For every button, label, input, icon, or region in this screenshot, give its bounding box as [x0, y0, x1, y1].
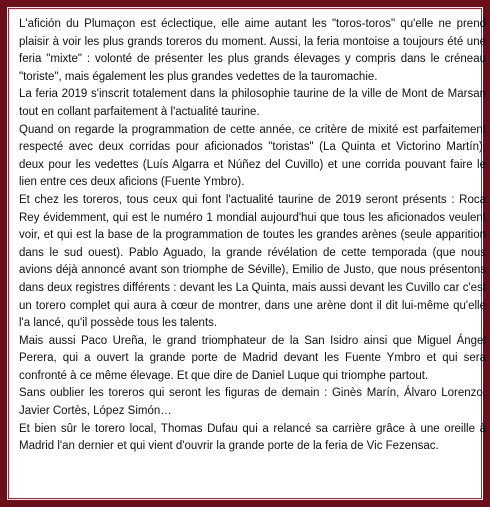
article-body [19, 16, 486, 456]
paragraph-intro: L'afición du Plumaçon est éclectique, elle aime autant les "toros-toros" qu'elle ne prend plaisir à voir les plus grands toreros du moment. Aussi, la feria montoise a toujours été une feria "mixte" : volonté de présenter les plus grands élevages y compris dans le créneau "toriste", mais également les plus grandes vedettes de la tauromachie. [19, 18, 486, 83]
paragraph-feria-2019: La feria 2019 s'inscrit totalement dans la philosophie taurine de la ville de Mont de Marsan tout en collant parfaitement à l'actualité taurine. [19, 88, 486, 118]
paragraph-toreros: Et chez les toreros, tous ceux qui font l'actualité taurine de 2019 seront présents : Roca Rey évidemment, qui est le numéro 1 mondial aujourd'hui que tous les aficionados veulent voir, et qui est la base de la programmation de toutes les grandes arènes (seule apparition dans le sud ouest). Pablo Aguado, la grande révélation de cette temporada (que nous avions déjà annoncé avant son triomphe de Séville), Emilio de Justo, que nous présentons dans deux registres différents : devant les La Quinta, mais aussi devant les Cuvillo car c'est un torero complet qui aura à cœur de montrer, dans une arène dont il dit lui-même qu'elle l'a lancé, qu'il possède tous les talents. [19, 193, 486, 330]
paragraph-dufau: Et bien sûr le torero local, Thomas Dufau qui a relancé sa carrière grâce à une oreille à Madrid l'an dernier et qui vient d'ouvrir la grande porte de la feria de Vic Fezensac. [19, 422, 486, 453]
paragraph-programmation: Quand on regarde la programmation de cette année, ce critère de mixité est parfaitement respecté avec deux corridas pour aficionados "toristas" (La Quinta et Victorino Martín), deux pour les vedettes (Luís Algarra et Núñez del Cuvillo) et une corrida pouvant faire le lien entre ces deux aficions (Fuente Ymbro). [19, 123, 486, 189]
paragraph-ureña-perera: Mais aussi Paco Ureña, le grand triomphateur de la San Isidro ainsi que Miguel Ángel Perera, qui a ouvert la grande porte de Madrid devant les Fuente Ymbro et qui sera confronté à ce même élevage. Et que dire de Daniel Luque qui triomphe partout. [19, 334, 486, 382]
paragraph-figuras: Sans oublier les toreros qui seront les figuras de demain : Ginès Marín, Álvaro Lorenzo, Javier Cortès, López Simón… [19, 387, 486, 418]
